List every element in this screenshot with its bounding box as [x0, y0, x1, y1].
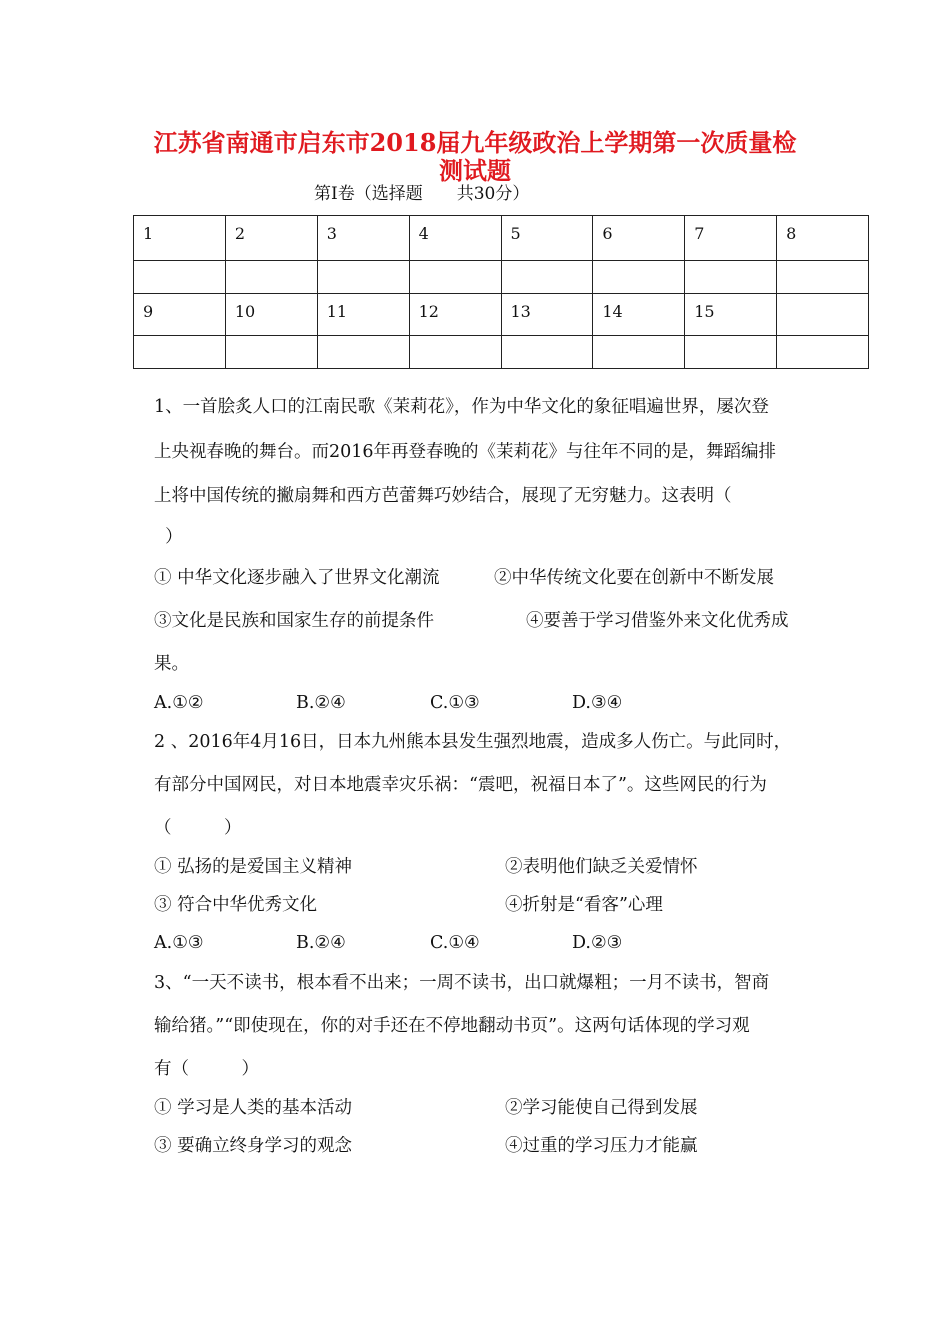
- document-title-line1: 江苏省南通市启东市2018届九年级政治上学期第一次质量检: [153, 128, 797, 157]
- q2-statement-2: ②表明他们缺乏关爱情怀: [505, 857, 698, 877]
- answer-blank-row: [134, 336, 869, 369]
- question-number-cell: 2: [225, 216, 317, 261]
- q2-statement-3: ③ 符合中华优秀文化: [154, 895, 318, 915]
- question-number-cell: 13: [501, 294, 593, 336]
- document-title-line2: 测试题: [439, 156, 511, 185]
- q1-statement-3: ③文化是民族和国家生存的前提条件: [154, 611, 434, 631]
- question-number-cell: 5: [501, 216, 593, 261]
- answer-blank-cell[interactable]: [134, 261, 226, 294]
- q3-statement-1: ① 学习是人类的基本活动: [154, 1098, 353, 1118]
- answer-blank-row: [134, 261, 869, 294]
- question-number-cell: 1: [134, 216, 226, 261]
- answer-blank-cell[interactable]: [409, 261, 501, 294]
- q2-statement-1: ① 弘扬的是爱国主义精神: [154, 857, 353, 877]
- q3-statement-2: ②学习能使自己得到发展: [505, 1098, 698, 1118]
- question-number-cell: 6: [593, 216, 685, 261]
- q1-stem-line: ）: [154, 527, 183, 547]
- q2-stem-line: 2 、2016年4月16日，日本九州熊本县发生强烈地震，造成多人伤亡。与此同时，: [154, 732, 792, 752]
- answer-blank-cell[interactable]: [777, 261, 869, 294]
- q3-stem-line: 有（ ）: [154, 1059, 259, 1079]
- question-number-cell: 7: [685, 216, 777, 261]
- q1-choice-a[interactable]: A.①②: [154, 693, 204, 713]
- q1-choice-c[interactable]: C.①③: [430, 693, 480, 713]
- question-number-cell: 8: [777, 216, 869, 261]
- q2-statement-4: ④折射是“看客”心理: [505, 895, 663, 915]
- q3-statement-3: ③ 要确立终身学习的观念: [154, 1136, 353, 1156]
- q3-statement-4: ④过重的学习压力才能赢: [505, 1136, 698, 1156]
- q1-stem-line: 上央视春晚的舞台。而2016年再登春晚的《茉莉花》与往年不同的是，舞蹈编排: [154, 442, 777, 462]
- question-number-cell: 9: [134, 294, 226, 336]
- q1-choice-b[interactable]: B.②④: [296, 693, 346, 713]
- answer-blank-cell[interactable]: [501, 261, 593, 294]
- section-header: 第Ⅰ卷（选择题 共30分）: [314, 184, 530, 204]
- q1-statement-2: ②中华传统文化要在创新中不断发展: [494, 568, 774, 588]
- q1-statement-4: ④要善于学习借鉴外来文化优秀成: [526, 611, 789, 631]
- answer-blank-cell[interactable]: [317, 336, 409, 369]
- answer-blank-cell[interactable]: [225, 336, 317, 369]
- answer-blank-cell[interactable]: [225, 261, 317, 294]
- question-number-cell: 12: [409, 294, 501, 336]
- question-number-cell: 15: [685, 294, 777, 336]
- q1-statement-1: ① 中华文化逐步融入了世界文化潮流: [154, 568, 440, 588]
- answer-blank-cell[interactable]: [134, 336, 226, 369]
- answer-blank-cell[interactable]: [593, 336, 685, 369]
- question-number-cell: 3: [317, 216, 409, 261]
- answer-blank-cell[interactable]: [501, 336, 593, 369]
- answer-blank-cell[interactable]: [317, 261, 409, 294]
- question-number-cell: 4: [409, 216, 501, 261]
- answer-blank-cell[interactable]: [685, 336, 777, 369]
- q1-stem-line: 上将中国传统的撇扇舞和西方芭蕾舞巧妙结合，展现了无穷魅力。这表明（: [154, 486, 732, 506]
- q2-stem-line: 有部分中国网民，对日本地震幸灾乐祸：“震吧，祝福日本了”。这些网民的行为: [154, 775, 767, 795]
- question-number-cell: 10: [225, 294, 317, 336]
- question-number-cell: 11: [317, 294, 409, 336]
- q3-stem-line: 3、“一天不读书，根本看不出来；一周不读书，出口就爆粗；一月不读书，智商: [154, 973, 770, 993]
- answer-number-row: [134, 294, 869, 336]
- answer-number-row: [134, 216, 869, 261]
- q2-choice-d[interactable]: D.②③: [572, 933, 623, 953]
- answer-blank-cell[interactable]: [685, 261, 777, 294]
- q1-stem-line: 1、一首脍炙人口的江南民歌《茉莉花》，作为中华文化的象征唱遍世界，屡次登: [154, 397, 769, 417]
- answer-blank-cell[interactable]: [409, 336, 501, 369]
- q2-choice-b[interactable]: B.②④: [296, 933, 346, 953]
- q3-stem-line: 输给猪。”“即使现在，你的对手还在不停地翻动书页”。这两句话体现的学习观: [154, 1016, 750, 1036]
- q1-statement-4-cont: 果。: [154, 654, 189, 674]
- question-number-cell: 14: [593, 294, 685, 336]
- question-number-cell: [777, 294, 869, 336]
- q2-choice-c[interactable]: C.①④: [430, 933, 480, 953]
- answer-table: [133, 215, 869, 369]
- q2-stem-line: （ ）: [154, 818, 242, 838]
- q1-choice-d[interactable]: D.③④: [572, 693, 623, 713]
- answer-blank-cell[interactable]: [593, 261, 685, 294]
- q2-choice-a[interactable]: A.①③: [154, 933, 204, 953]
- answer-blank-cell[interactable]: [777, 336, 869, 369]
